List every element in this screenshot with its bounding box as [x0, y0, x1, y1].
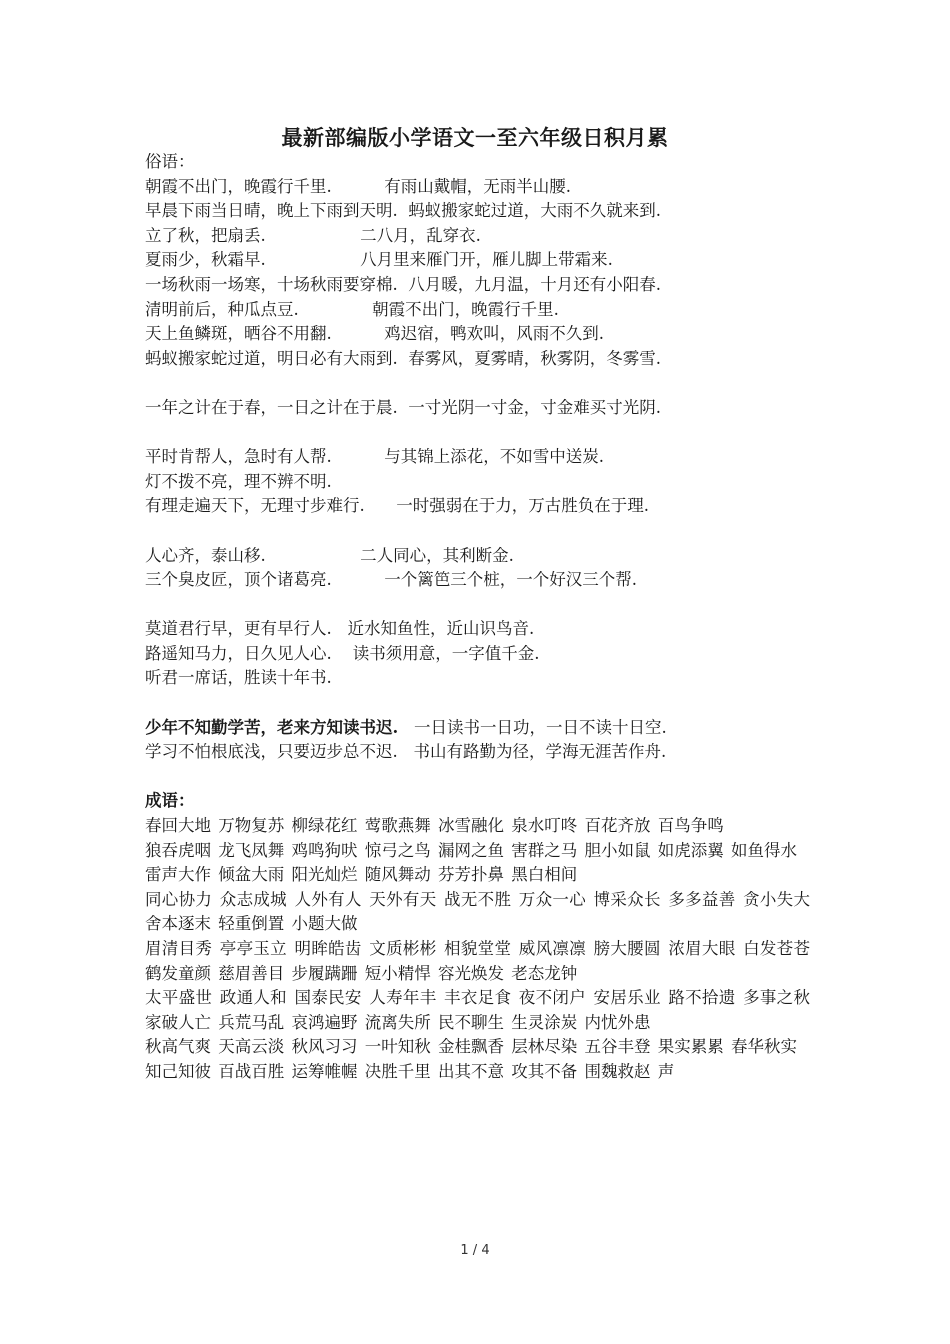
- proverb-line: 天上鱼鳞斑，晒谷不用翻. 鸡迟宿，鸭欢叫，风雨不久到.: [145, 324, 604, 344]
- document-body: [145, 150, 810, 1085]
- proverb-line: 学习不怕根底浅，只要迈步总不迟. 书山有路勤为径，学海无涯苦作舟.: [145, 742, 667, 762]
- idiom-group-spring: 春回大地 万物复苏 柳绿花红 莺歌燕舞 冰雪融化 泉水叮咚 百花齐放 百鸟争鸣: [145, 816, 724, 836]
- blank-line: [145, 371, 810, 396]
- blank-line: [145, 765, 810, 790]
- proverb-line: 蚂蚁搬家蛇过道，明日必有大雨到. 春雾风，夏雾晴，秋雾阴，冬雾雪.: [145, 348, 661, 368]
- proverbs-group-time: [145, 396, 810, 421]
- proverb-line: 一场秋雨一场寒，十场秋雨要穿棉. 八月暖，九月温，十月还有小阳春.: [145, 274, 661, 294]
- proverb-line: 朝霞不出门，晚霞行千里. 有雨山戴帽，无雨半山腰.: [145, 176, 571, 196]
- page-title: 最新部编版小学语文一至六年级日积月累: [281, 125, 669, 150]
- proverbs-group-help: [145, 445, 810, 519]
- proverb-line: 清明前后，种瓜点豆. 朝霞不出门，晚霞行千里.: [145, 299, 559, 319]
- blank-line: [145, 421, 810, 446]
- proverb-line: 三个臭皮匠，顶个诸葛亮. 一个篱笆三个桩，一个好汉三个帮.: [145, 570, 637, 590]
- proverb-line: [145, 716, 810, 741]
- proverb-line: 立了秋，把扇丢. 二八月，乱穿衣.: [145, 225, 481, 245]
- proverb-line: 有理走遍天下，无理寸步难行. 一时强弱在于力，万古胜负在于理.: [145, 496, 649, 516]
- proverbs-group-unity: [145, 544, 810, 593]
- proverbs-group-study: [145, 716, 810, 765]
- proverb-line: 人心齐，泰山移. 二人同心，其利断金.: [145, 545, 514, 565]
- idiom-group-animals: 狼吞虎咽 龙飞凤舞 鸡鸣狗吠 惊弓之鸟 漏网之鱼 害群之马 胆小如鼠 如虎添翼 如鱼得水: [145, 840, 797, 860]
- idiom-group-teamwork: 同心协力 众志成城 人外有人 天外有天 战无不胜 万众一心 博采众长 多多益善 贪小失大 舍本逐末 轻重倒置 小题大做: [145, 889, 810, 934]
- section-heading-proverbs: 俗语：: [145, 152, 195, 171]
- idiom-group-weather: 雷声大作 倾盆大雨 阳光灿烂 随风舞动 芬芳扑鼻 黑白相间: [145, 865, 578, 885]
- idioms-list: [145, 814, 810, 1085]
- idiom-group-society: 太平盛世 政通人和 国泰民安 人寿年丰 丰衣足食 夜不闭户 安居乐业 路不拾遗 多事之秋 家破人亡 兵荒马乱 哀鸿遍野 流离失所 民不聊生 生灵涂炭 内忧外患: [145, 988, 810, 1032]
- idiom-group-appearance: 眉清目秀 亭亭玉立 明眸皓齿 文质彬彬 相貌堂堂 威风凛凛 膀大腰圆 浓眉大眼 白发苍苍 鹤发童颜 慈眉善目 步履蹒跚 短小精悍 容光焕发 老态龙钟: [145, 939, 810, 983]
- proverb-line: 平时肯帮人，急时有人帮. 与其锦上添花，不如雪中送炭.: [145, 447, 604, 467]
- proverb-text: 一日读书一日功，一日不读十日空.: [398, 717, 667, 737]
- section-heading-idioms: 成语：: [145, 791, 195, 811]
- page-number: 1 / 4: [460, 1243, 490, 1258]
- proverbs-group-weather: [145, 175, 810, 372]
- proverbs-group-wisdom: [145, 617, 810, 691]
- proverb-line: 一年之计在于春，一日之计在于晨. 一寸光阴一寸金，寸金难买寸光阴.: [145, 397, 661, 417]
- blank-line: [145, 691, 810, 716]
- proverb-line: 灯不拨不亮，理不辨不明.: [145, 471, 332, 491]
- proverb-line: 路遥知马力，日久见人心. 读书须用意，一字值千金.: [145, 643, 540, 663]
- blank-line: [145, 519, 810, 544]
- proverb-line: 早晨下雨当日晴，晚上下雨到天明. 蚂蚁搬家蛇过道，大雨不久就来到.: [145, 201, 661, 221]
- blank-line: [145, 593, 810, 618]
- bold-proverb: 少年不知勤学苦，老来方知读书迟.: [145, 717, 399, 737]
- idiom-group-autumn: 秋高气爽 天高云淡 秋风习习 一叶知秋 金桂飘香 层林尽染 五谷丰登 果实累累 春华秋实: [145, 1037, 797, 1057]
- proverb-line: 听君一席话，胜读十年书.: [145, 668, 332, 688]
- proverb-line: 莫道君行早，更有早行人. 近水知鱼性，近山识鸟音.: [145, 619, 535, 639]
- proverb-line: 夏雨少，秋霜早. 八月里来雁门开，雁儿脚上带霜来.: [145, 250, 613, 270]
- idiom-group-strategy: 知己知彼 百战百胜 运筹帷幄 决胜千里 出其不意 攻其不备 围魏救赵 声: [145, 1061, 675, 1081]
